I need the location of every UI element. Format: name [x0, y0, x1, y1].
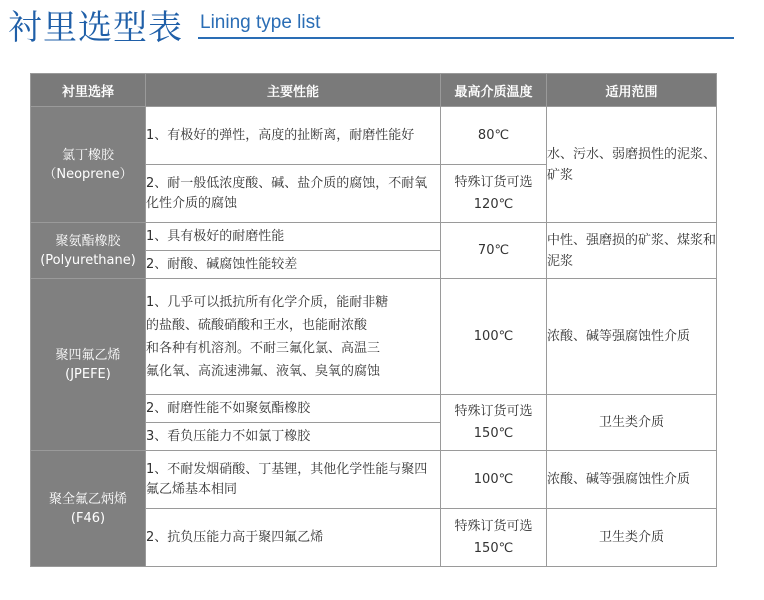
lining-type-name-en: (JPEFE) [65, 366, 111, 382]
lining-type-name-en: （Neoprene） [43, 166, 133, 182]
max-temp-cell [441, 165, 547, 223]
table-row [31, 451, 717, 509]
max-temp-value: 150℃ [473, 540, 514, 556]
max-temp-cell: 80℃ [441, 107, 547, 165]
performance-cell [146, 279, 441, 395]
performance-cell: 2、耐酸、碱腐蚀性能较差 [146, 251, 441, 279]
performance-cell: 3、看负压能力不如氯丁橡胶 [146, 423, 441, 451]
performance-cell: 1、有极好的弹性，高度的扯断离，耐磨性能好 [146, 107, 441, 165]
lining-type-ptfe [31, 279, 146, 451]
lining-type-name: 聚氨酯橡胶 [55, 233, 121, 249]
performance-line: 和各种有机溶剂。不耐三氟化氯、高温三 [146, 340, 381, 356]
scope-cell: 浓酸、碱等强腐蚀性介质 [547, 451, 717, 509]
page-subtitle: Lining type list [200, 12, 321, 33]
max-temp-cell: 100℃ [441, 279, 547, 395]
scope-cell: 水、污水、弱磨损性的泥浆、矿浆 [547, 107, 717, 223]
performance-line: 氟化氧、高流速沸氟、液氧、臭氧的腐蚀 [146, 363, 381, 379]
performance-cell: 2、耐一般低浓度酸、碱、盐介质的腐蚀，不耐氧化性介质的腐蚀 [146, 165, 441, 223]
column-header-lining: 衬里选择 [31, 74, 146, 107]
lining-type-fep [31, 451, 146, 567]
lining-type-name: 聚四氟乙烯 [55, 347, 121, 363]
max-temp-note: 特殊订货可选 [454, 174, 533, 190]
lining-type-polyurethane [31, 223, 146, 279]
max-temp-cell: 100℃ [441, 451, 547, 509]
lining-type-name: 聚全氟乙炳烯 [48, 491, 127, 507]
performance-cell: 1、不耐发烟硝酸、丁基锂，其他化学性能与聚四氟乙烯基本相同 [146, 451, 441, 509]
performance-line: 的盐酸、硫酸硝酸和王水，也能耐浓酸 [146, 317, 368, 333]
performance-cell: 2、耐磨性能不如聚氨酯橡胶 [146, 395, 441, 423]
performance-cell: 1、具有极好的耐磨性能 [146, 223, 441, 251]
max-temp-cell [441, 395, 547, 451]
page-title: 衬里选型表 [8, 8, 183, 48]
column-header-performance: 主要性能 [146, 74, 441, 107]
max-temp-cell: 70℃ [441, 223, 547, 279]
max-temp-cell [441, 509, 547, 567]
table-row [31, 107, 717, 165]
table-row [31, 223, 717, 251]
lining-type-name: 氯丁橡胶 [61, 147, 114, 163]
lining-type-table [30, 73, 717, 567]
scope-cell: 浓酸、碱等强腐蚀性介质 [547, 279, 717, 395]
max-temp-note: 特殊订货可选 [454, 518, 533, 534]
max-temp-note: 特殊订货可选 [454, 403, 533, 419]
column-header-max-temp: 最高介质温度 [441, 74, 547, 107]
scope-cell: 卫生类介质 [547, 509, 717, 567]
table-row [31, 279, 717, 395]
performance-line: 1、几乎可以抵抗所有化学介质，能耐非糖 [146, 294, 389, 310]
title-underline [198, 37, 734, 39]
performance-cell: 2、抗负压能力高于聚四氟乙烯 [146, 509, 441, 567]
lining-type-name-en: (Polyurethane) [40, 252, 136, 268]
scope-cell: 卫生类介质 [547, 395, 717, 451]
column-header-scope: 适用范围 [547, 74, 717, 107]
lining-type-neoprene [31, 107, 146, 223]
lining-type-name-en: (F46) [70, 510, 106, 526]
scope-cell: 中性、强磨损的矿浆、煤浆和泥浆 [547, 223, 717, 279]
max-temp-value: 150℃ [473, 425, 514, 441]
max-temp-value: 120℃ [473, 196, 514, 212]
table-header-row [31, 74, 717, 107]
